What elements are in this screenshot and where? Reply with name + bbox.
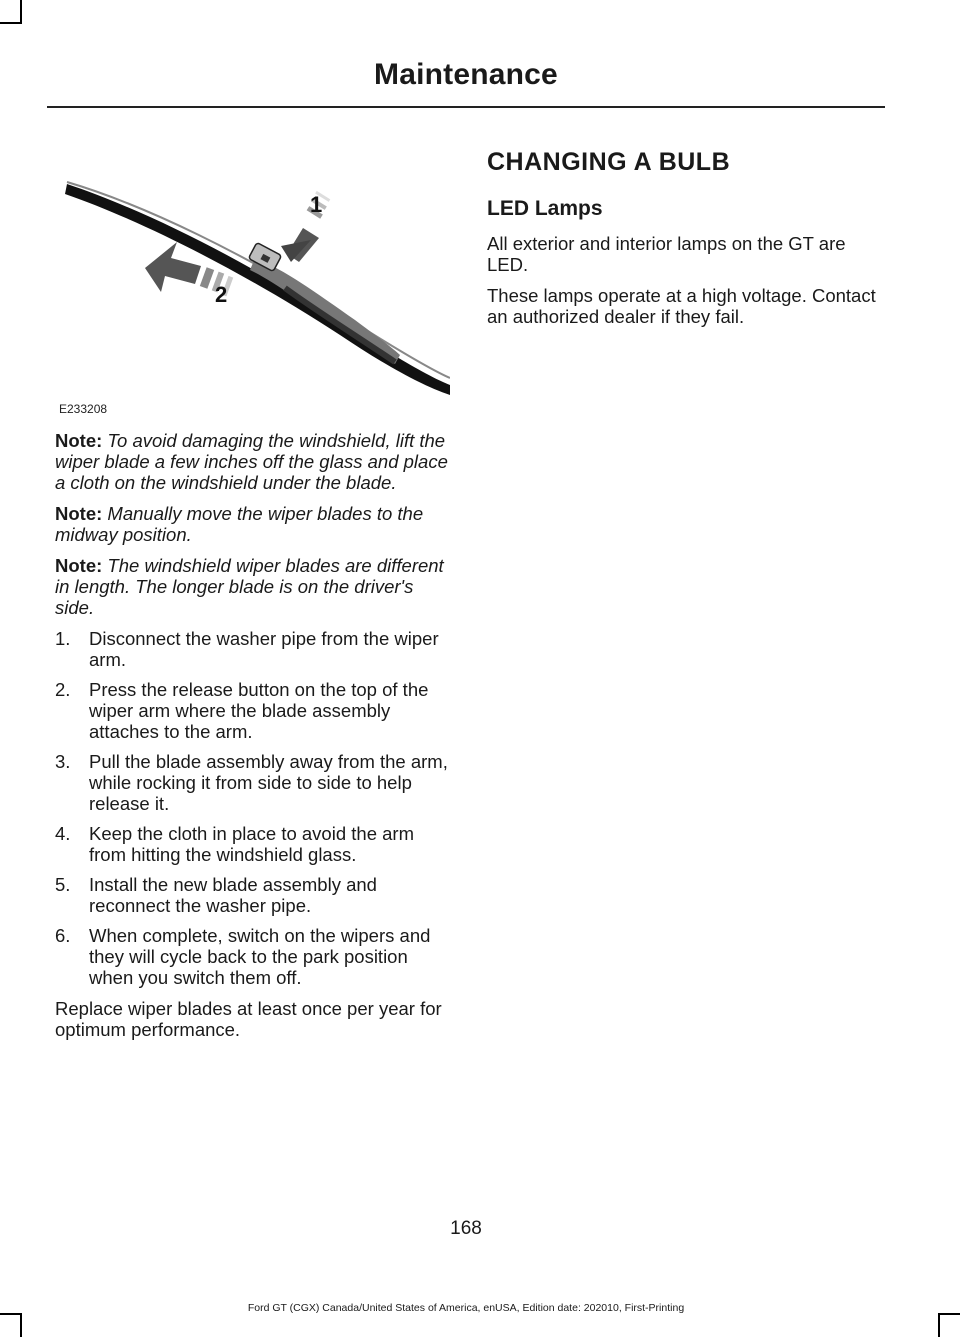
note-label: Note: <box>55 430 103 451</box>
callout-2: 2 <box>215 282 228 307</box>
right-column <box>487 148 887 337</box>
closing-paragraph: Replace wiper blades at least once per year for optimum performance. <box>55 998 442 1040</box>
list-item <box>55 874 450 916</box>
step-number: 6. <box>55 925 71 946</box>
subsection-heading: LED Lamps <box>487 197 603 220</box>
wiper-blade-illustration <box>55 150 450 420</box>
callout-1: 1 <box>310 192 323 217</box>
crop-mark <box>938 1313 960 1315</box>
note <box>55 555 450 618</box>
wiper-blade-figure <box>55 150 450 420</box>
step-text: Install the new blade assembly and reconnect the washer pipe. <box>89 874 377 916</box>
step-text: Keep the cloth in place to avoid the arm from hitting the windshield glass. <box>89 823 414 865</box>
crop-mark <box>20 0 22 24</box>
procedure-steps <box>55 628 450 988</box>
paragraph: All exterior and interior lamps on the GT are LED. <box>487 233 846 275</box>
step-text: Press the release button on the top of the wiper arm where the blade assembly attaches to the arm. <box>89 679 429 742</box>
step-number: 4. <box>55 823 71 844</box>
step-number: 3. <box>55 751 71 772</box>
page-number: 168 <box>450 1218 482 1239</box>
arm-shadow <box>285 288 395 362</box>
step-number: 2. <box>55 679 71 700</box>
paragraph: These lamps operate at a high voltage. Contact an authorized dealer if they fail. <box>487 285 876 327</box>
note <box>55 503 450 545</box>
step-number: 1. <box>55 628 71 649</box>
note-label: Note: <box>55 503 103 524</box>
note <box>55 430 450 493</box>
list-item <box>55 679 450 742</box>
step-text: Pull the blade assembly away from the arm, while rocking it from side to side to help release it. <box>89 751 448 814</box>
header-divider <box>47 106 885 108</box>
note-text: Manually move the wiper blades to the midway position. <box>55 503 424 545</box>
crop-mark <box>0 22 22 24</box>
list-item <box>55 751 450 814</box>
arrow-1-icon <box>281 191 330 262</box>
list-item <box>55 823 450 865</box>
page-title: Maintenance <box>374 58 558 91</box>
list-item <box>55 628 450 670</box>
step-number: 5. <box>55 874 71 895</box>
left-column <box>55 150 450 1059</box>
step-text: When complete, switch on the wipers and they will cycle back to the park position when you switch them off. <box>89 925 431 988</box>
note-text: To avoid damaging the windshield, lift the wiper blade a few inches off the glass and place a cloth on the windshield under the blade. <box>55 430 448 493</box>
crop-mark <box>938 1313 940 1337</box>
footer-text: Ford GT (CGX) Canada/United States of America, enUSA, Edition date: 202010, First-Printing <box>247 1302 685 1314</box>
crop-mark <box>20 1313 22 1337</box>
note-text: The windshield wiper blades are different in length. The longer blade is on the driver's side. <box>55 555 444 618</box>
list-item <box>55 925 450 988</box>
step-text: Disconnect the washer pipe from the wiper arm. <box>89 628 439 670</box>
figure-id: E233208 <box>59 402 108 416</box>
note-label: Note: <box>55 555 103 576</box>
section-heading: CHANGING A BULB <box>487 148 731 176</box>
